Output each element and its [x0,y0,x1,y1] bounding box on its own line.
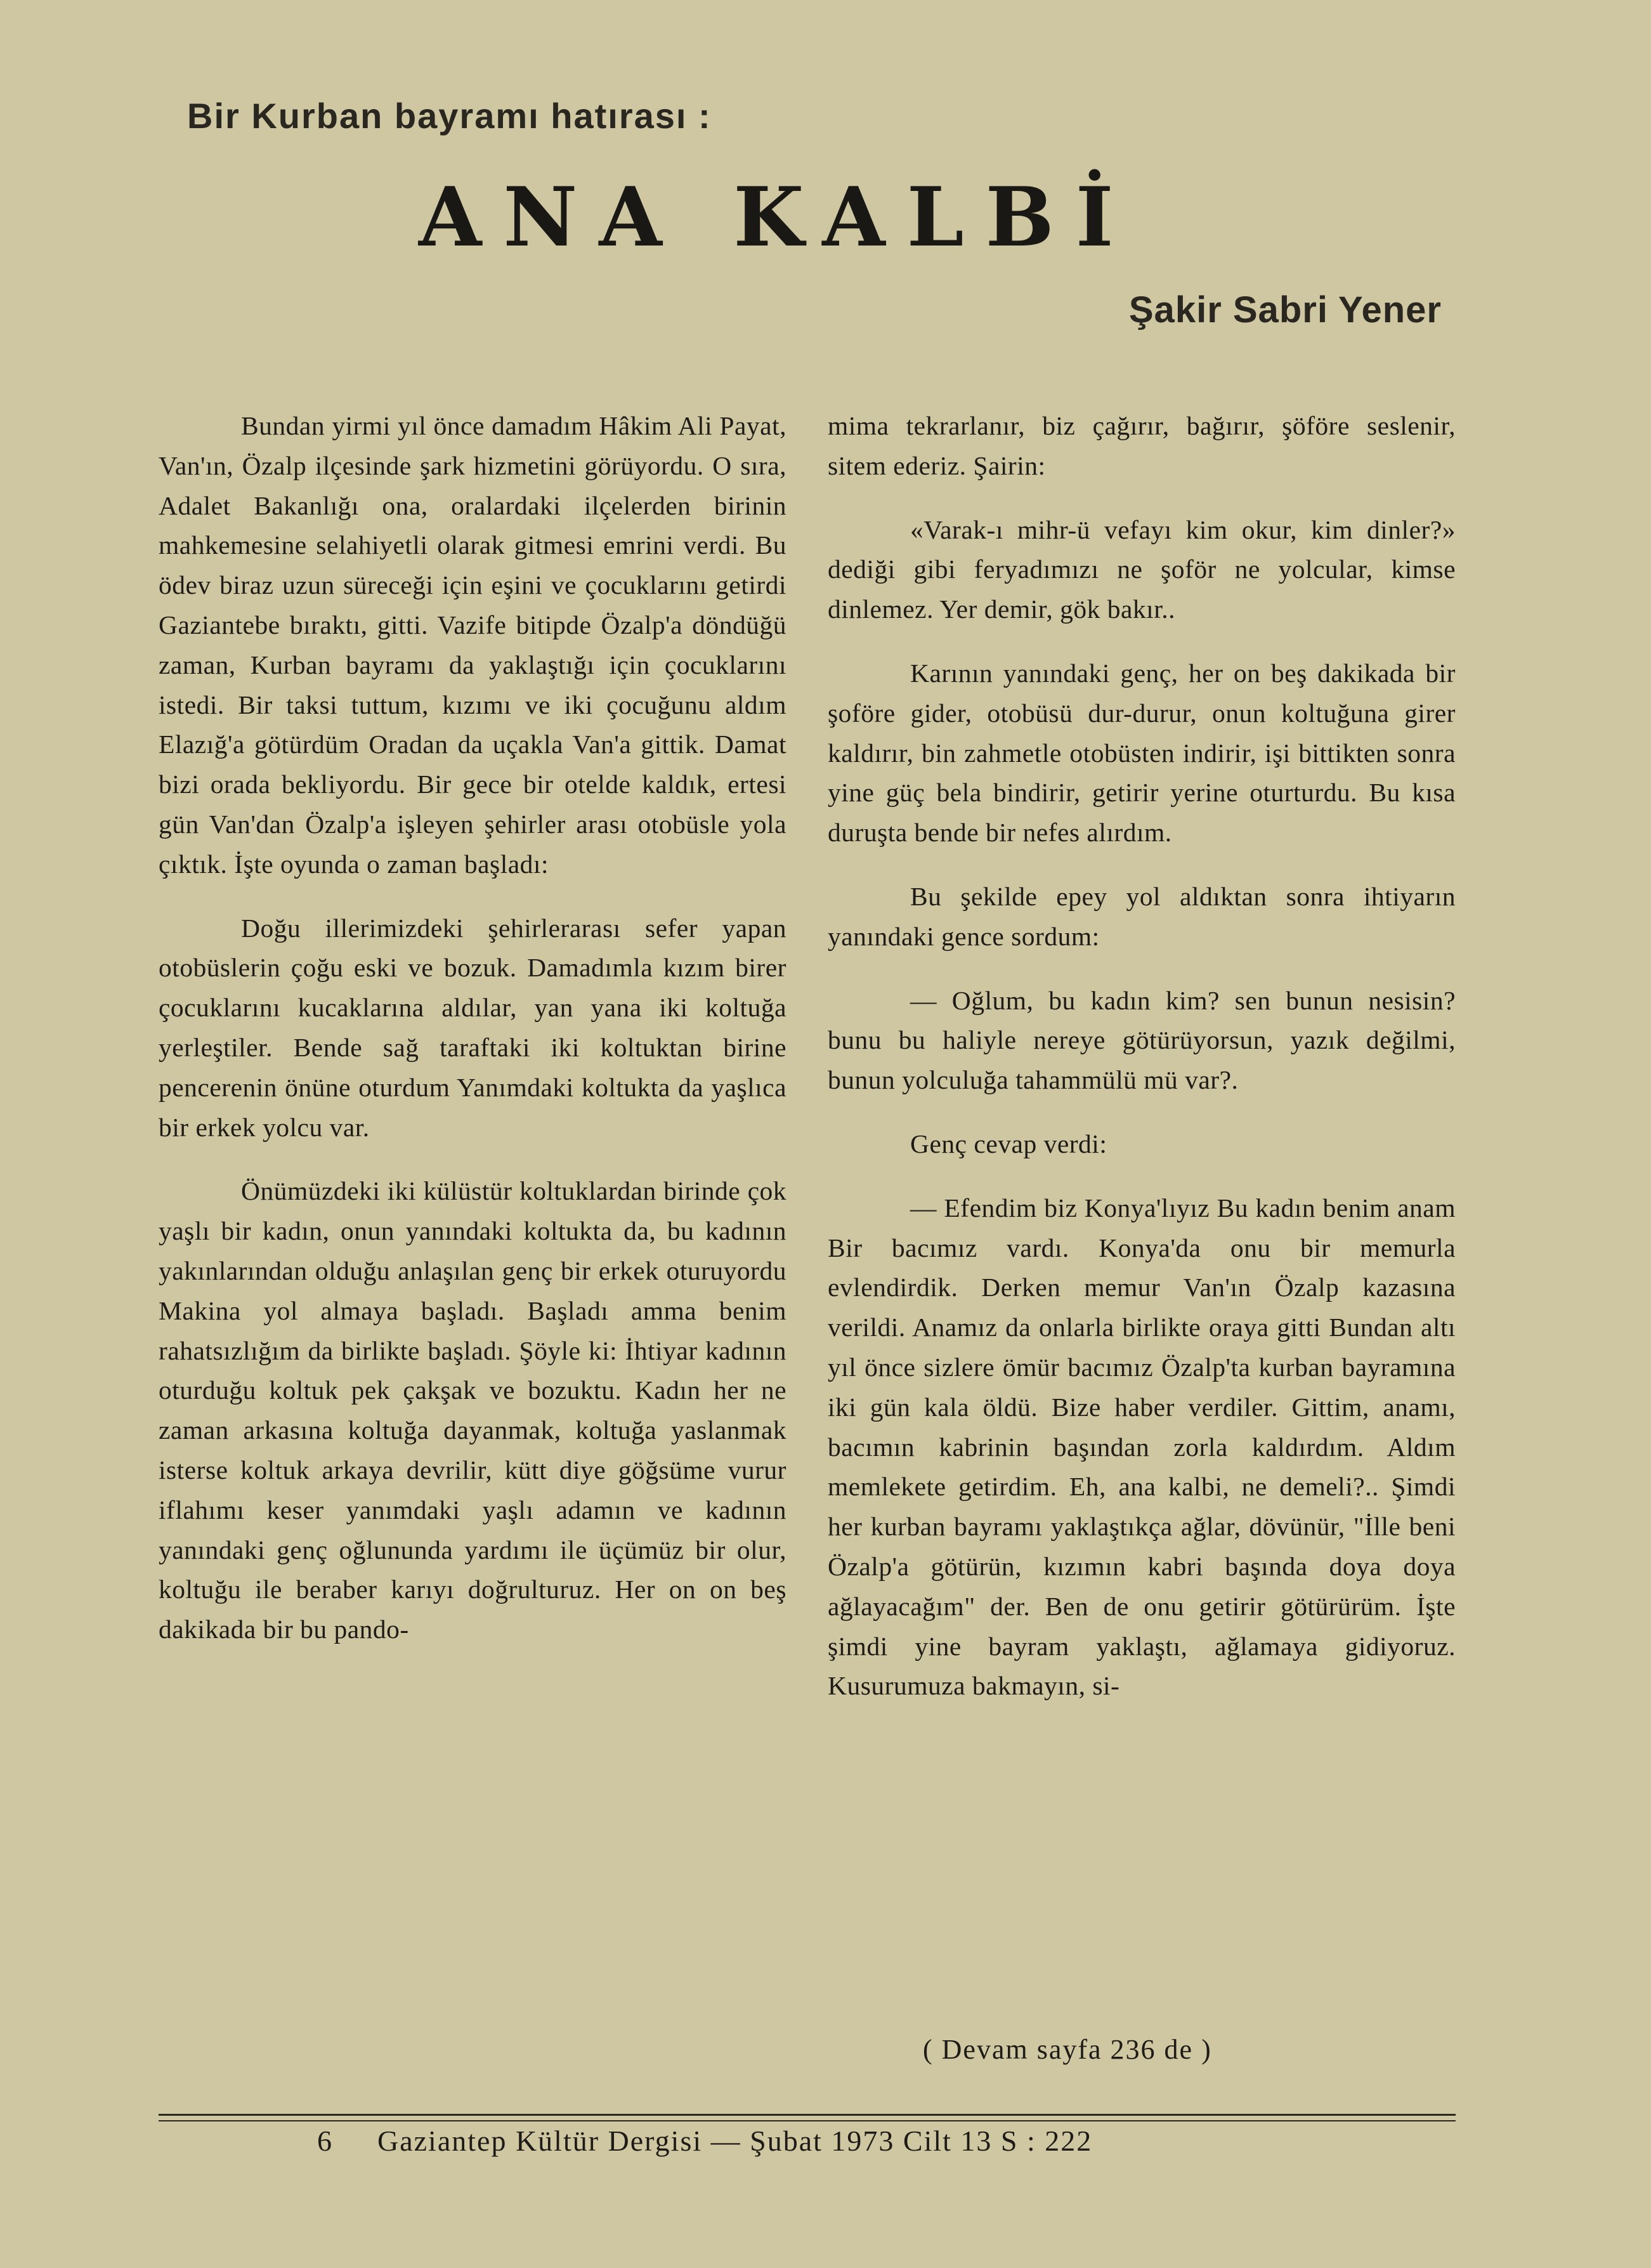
paragraph: — Efendim biz Konya'lıyız Bu kadın benim anam Bir bacımız vardı. Konya'da onu bir memurla evlendirdik. Derken memur Van'ın Özalp kazasına verildi. Anamız da onlarla birlikte oraya gitti Bundan altı yıl önce sizlere ömür bacımız Özalp'ta kurban bayramına iki gün kala öldü. Bize haber verdiler. Gittim, anamı, bacımın kabrinin başından zorla kaldırdım. Aldım memlekete getirdim. Eh, ana kalbi, ne demeli?.. Şimdi her kurban bayramı yaklaştıkça ağlar, dövünür, "İlle beni Özalp'a götürün, kızımın kabri başında doya doya ağlayacağım" der. Ben de onu getirir götürürüm. İşte şimdi yine bayram yaklaştı, ağlamaya gidiyoruz. Kusurumuza bakmayın, si- [828,1193,1456,1701]
article-title: ANA KALBİ [419,170,1135,265]
paragraph: mima tekrarlanır, biz çağırır, bağırır, şöföre seslenir, sitem ederiz. Şairin: [828,411,1456,480]
footer-rule [159,2120,1456,2121]
right-column [828,406,1456,1706]
paragraph: Bundan yirmi yıl önce damadım Hâkim Ali Payat, Van'ın, Özalp ilçesinde şark hizmetini görüyordu. O sıra, Adalet Bakanlığı ona, oralardaki ilçelerden birinin mahkemesine selahiyetli olarak gitmesi emrini verdi. Bu ödev biraz uzun süreceği için eşini ve çocuklarını getirdi Gaziantebe bıraktı, gitti. Vazife bitipde Özalp'a döndüğü zaman, Kurban bayramı da yaklaştığı için çocuklarını istedi. Bir taksi tuttum, kızımı ve iki çocuğunu aldım Elazığ'a götürdüm Oradan da uçakla Van'a gittik. Damat bizi orada bekliyordu. Bir gece bir otelde kaldık, ertesi gün Van'dan Özalp'a işleyen şehirler arası otobüsle yola çıktık. İşte oyunda o zaman başladı: [159,411,786,879]
page-footer [317,2124,1092,2158]
paragraph: Bu şekilde epey yol aldıktan sonra ihtiyarın yanındaki gence sordum: [828,881,1456,951]
paragraph: Önümüzdeki iki külüstür koltuklardan birinde çok yaşlı bir kadın, onun yanındaki koltukta da, bu kadının yakınlarından olduğu anlaşılan genç bir erkek oturuyordu Makina yol almaya başladı. Başladı amma benim rahatsızlığım da birlikte başladı. Şöyle ki: İhtiyar kadının oturduğu koltuk pek çakşak ve bozuktu. Kadın her ne zaman arkasına koltuğa dayanmak, koltuğa yaslanmak isterse koltuk arkaya devrilir, kütt diye göğsüme vurur iflahımı keser yanımdaki yaşlı adamın ve kadının yanındaki genç oğlununda yardımı ile üçümüz bir olur, koltuğu ile beraber karıyı doğrulturuz. Her on on beş dakikada bir bu pando- [159,1176,786,1644]
paragraph: Karının yanındaki genç, her on beş dakikada bir şoföre gider, otobüsü dur-durur, onun koltuğuna girer kaldırır, bin zahmetle otobüsten indirir, işi bittikten sonra yine güç bela bindirir, getirir yerine oturturdu. Bu kısa duruşta bende bir nefes alırdım. [828,658,1456,848]
page-number: 6 [317,2125,333,2157]
paragraph: Doğu illerimizdeki şehirlerarası sefer yapan otobüslerin çoğu eski ve bozuk. Damadımla kızım birer çocuklarını kucaklarına aldılar, yan yana iki koltuğa yerleştiler. Bende sağ taraftaki iki koltuktan birine pencerenin önüne oturdum Yanımdaki koltukta da yaşlıca bir erkek yolcu var. [159,913,786,1142]
paragraph: Genç cevap verdi: [910,1129,1107,1158]
article-author: Şakir Sabri Yener [1128,289,1442,331]
article-kicker: Bir Kurban bayramı hatırası : [187,96,712,136]
left-column [159,406,786,1649]
footer-rule [159,2114,1456,2116]
footer-citation: Gaziantep Kültür Dergisi — Şubat 1973 Cilt 13 S : 222 [377,2125,1093,2157]
paragraph: — Oğlum, bu kadın kim? sen bunun nesisin? bunu bu haliyle nereye götürüyorsun, yazık değilmi, bunun yolculuğa tahammülü mü var?. [828,985,1456,1095]
paragraph: «Varak-ı mihr-ü vefayı kim okur, kim dinler?» dediği gibi feryadımızı ne şoför ne yolcular, kimse dinlemez. Yer demir, gök bakır.. [828,515,1456,624]
continuation-note: ( Devam sayfa 236 de ) [923,2034,1212,2065]
